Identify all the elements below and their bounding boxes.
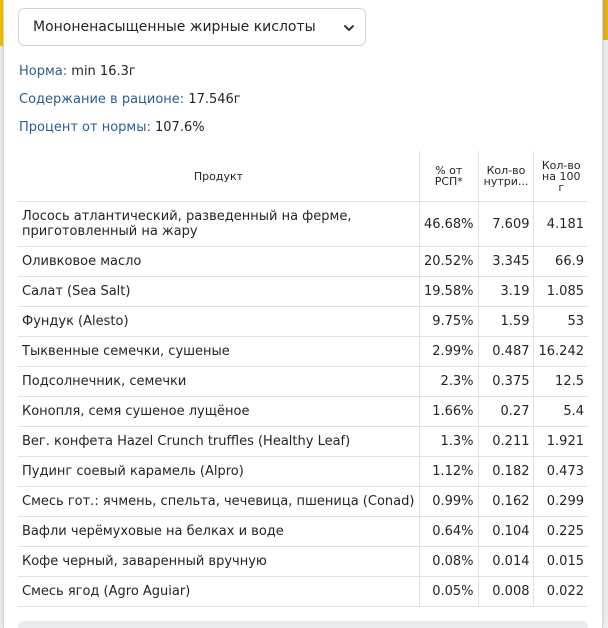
product-quantity: 1.59 bbox=[478, 307, 534, 337]
product-per100: 53 bbox=[534, 307, 588, 337]
header-percent[interactable] bbox=[419, 151, 478, 202]
product-percent: 1.3% bbox=[419, 427, 478, 457]
content-label: Содержание в рационе: bbox=[19, 92, 185, 107]
header-per100[interactable] bbox=[534, 151, 588, 202]
table-row[interactable] bbox=[18, 202, 588, 247]
product-name: Фундук (Alesto) bbox=[18, 307, 419, 337]
product-per100: 4.181 bbox=[534, 202, 588, 247]
product-per100: 1.085 bbox=[534, 277, 588, 307]
product-quantity: 0.27 bbox=[478, 397, 534, 427]
product-percent: 0.08% bbox=[419, 547, 478, 577]
product-name: Вафли черёмуховые на белках и воде bbox=[18, 517, 419, 547]
product-quantity: 7.609 bbox=[478, 202, 534, 247]
header-percent-line1: % от bbox=[435, 164, 463, 177]
norm-value: min 16.3г bbox=[71, 64, 136, 79]
product-quantity: 0.104 bbox=[478, 517, 534, 547]
product-name: Кофе черный, заваренный вручную bbox=[18, 547, 419, 577]
product-quantity: 0.008 bbox=[478, 577, 534, 607]
footer-bar bbox=[18, 621, 588, 628]
header-per100-line1: Кол-во bbox=[541, 158, 581, 172]
product-per100: 5.4 bbox=[534, 397, 588, 427]
product-quantity: 3.345 bbox=[478, 247, 534, 277]
product-name: Подсолнечник, семечки bbox=[18, 367, 419, 397]
product-per100: 0.299 bbox=[534, 487, 588, 517]
product-per100: 0.225 bbox=[534, 517, 588, 547]
product-per100: 0.473 bbox=[534, 457, 588, 487]
table-row[interactable] bbox=[18, 517, 588, 547]
percent-label: Процент от нормы: bbox=[19, 120, 151, 135]
nutrient-select[interactable] bbox=[18, 8, 366, 46]
table-row[interactable] bbox=[18, 277, 588, 307]
product-name: Смесь ягод (Agro Aguiar) bbox=[18, 577, 419, 607]
product-per100: 12.5 bbox=[534, 367, 588, 397]
product-name: Оливковое масло bbox=[18, 247, 419, 277]
product-per100: 66.9 bbox=[534, 247, 588, 277]
header-per100-line3: г bbox=[558, 180, 565, 194]
product-percent: 19.58% bbox=[419, 277, 478, 307]
table-row[interactable] bbox=[18, 247, 588, 277]
product-percent: 2.3% bbox=[419, 367, 478, 397]
product-per100: 0.022 bbox=[534, 577, 588, 607]
product-percent: 46.68% bbox=[419, 202, 478, 247]
product-name: Смесь гот.: ячмень, спельта, чечевица, пшеница (Conad) bbox=[18, 487, 419, 517]
product-name: Тыквенные семечки, сушеные bbox=[18, 337, 419, 367]
content-value: 17.546г bbox=[188, 92, 241, 107]
product-name: Лосось атлантический, разведенный на ферме, приготовленный на жару bbox=[18, 202, 419, 247]
product-per100: 0.015 bbox=[534, 547, 588, 577]
product-quantity: 0.182 bbox=[478, 457, 534, 487]
header-percent-line2: РСП* bbox=[434, 175, 463, 188]
table-row[interactable] bbox=[18, 547, 588, 577]
product-name: Конопля, семя сушеное лущёное bbox=[18, 397, 419, 427]
nutrient-details-popover bbox=[3, 0, 603, 628]
chevron-down-icon bbox=[343, 22, 355, 34]
percent-value: 107.6% bbox=[155, 120, 205, 135]
product-quantity: 0.014 bbox=[478, 547, 534, 577]
product-quantity: 0.211 bbox=[478, 427, 534, 457]
header-quantity-line1: Кол-во bbox=[486, 164, 526, 177]
product-name: Салат (Sea Salt) bbox=[18, 277, 419, 307]
header-product[interactable]: Продукт bbox=[18, 151, 419, 202]
content-line bbox=[19, 92, 241, 107]
table-row[interactable] bbox=[18, 397, 588, 427]
product-quantity: 3.19 bbox=[478, 277, 534, 307]
table-row[interactable] bbox=[18, 337, 588, 367]
products-table bbox=[18, 151, 588, 607]
product-quantity: 0.375 bbox=[478, 367, 534, 397]
product-percent: 1.12% bbox=[419, 457, 478, 487]
header-quantity-line2: нутри... bbox=[483, 175, 529, 188]
nutrient-select-value: Мононенасыщенные жирные кислоты bbox=[33, 19, 316, 35]
product-percent: 0.99% bbox=[419, 487, 478, 517]
header-quantity[interactable] bbox=[478, 151, 534, 202]
product-per100: 16.242 bbox=[534, 337, 588, 367]
norm-label: Норма: bbox=[19, 64, 68, 79]
product-percent: 20.52% bbox=[419, 247, 478, 277]
table-row[interactable] bbox=[18, 487, 588, 517]
table-header-row bbox=[18, 151, 588, 202]
percent-line bbox=[19, 120, 205, 135]
product-name: Пудинг соевый карамель (Alpro) bbox=[18, 457, 419, 487]
norm-line bbox=[19, 64, 136, 79]
product-percent: 2.99% bbox=[419, 337, 478, 367]
header-per100-line2: на 100 bbox=[542, 169, 581, 183]
product-percent: 0.05% bbox=[419, 577, 478, 607]
table-row[interactable] bbox=[18, 577, 588, 607]
table-row[interactable] bbox=[18, 427, 588, 457]
product-per100: 1.921 bbox=[534, 427, 588, 457]
product-percent: 9.75% bbox=[419, 307, 478, 337]
product-quantity: 0.162 bbox=[478, 487, 534, 517]
product-name: Вег. конфета Hazel Crunch truffles (Healthy Leaf) bbox=[18, 427, 419, 457]
product-percent: 0.64% bbox=[419, 517, 478, 547]
product-quantity: 0.487 bbox=[478, 337, 534, 367]
product-percent: 1.66% bbox=[419, 397, 478, 427]
table-row[interactable] bbox=[18, 367, 588, 397]
table-row[interactable] bbox=[18, 307, 588, 337]
table-row[interactable] bbox=[18, 457, 588, 487]
